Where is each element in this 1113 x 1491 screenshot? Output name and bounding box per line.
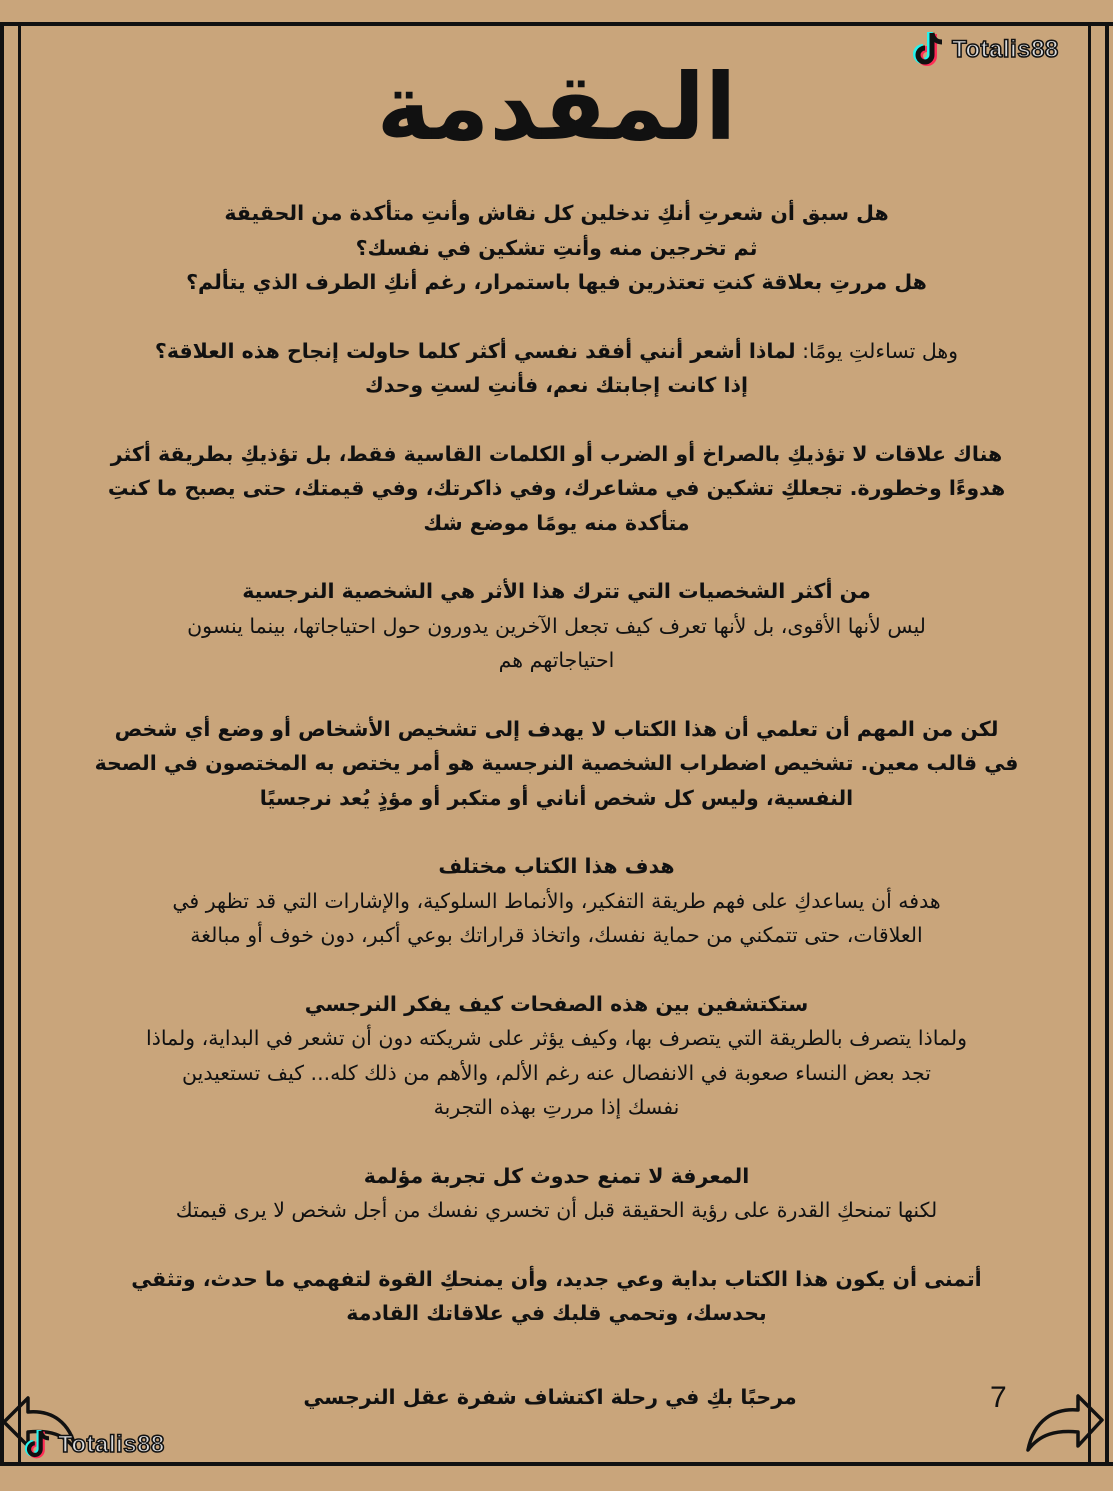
- text-line: تجد بعض النساء صعوبة في الانفصال عنه رغم الألم، والأهم من ذلك كله... كيف تستعيدين: [182, 1060, 931, 1085]
- text-line: بحدسك، وتحمي قلبك في علاقاتك القادمة: [346, 1301, 767, 1325]
- text-line: ليس لأنها الأقوى، بل لأنها تعرف كيف تجعل الآخرين يدورون حول احتياجاتها، بينما ينسون: [187, 613, 926, 638]
- paragraph: [60, 1159, 1053, 1228]
- frame-right-border: [1105, 22, 1109, 1466]
- text-line: ثم تخرجين منه وأنتِ تشكين في نفسك؟: [355, 235, 758, 260]
- paragraph: [60, 712, 1053, 816]
- text-prefix: وهل تساءلتِ يومًا:: [802, 338, 959, 363]
- text-line: ولماذا يتصرف بالطريقة التي يتصرف بها، وكيف يؤثر على شريكته دون أن تشعر في البداية، ولماذا: [146, 1026, 967, 1050]
- paragraph: [60, 334, 1053, 403]
- page-title: المقدمة: [376, 54, 737, 161]
- brand-label: Totalis88: [58, 1431, 165, 1458]
- text-line: المعرفة لا تمنع حدوث كل تجربة مؤلمة: [363, 1163, 750, 1188]
- text-line: في قالب معين. تشخيص اضطراب الشخصية النرجسية هو أمر يختص به المختصون في الصحة: [94, 751, 1019, 775]
- text-line: هناك علاقات لا تؤذيكِ بالصراخ أو الضرب أو الكلمات القاسية فقط، بل تؤذيكِ بطريقة أكثر: [110, 441, 1003, 466]
- paragraph: [60, 849, 1053, 953]
- intro-text: [60, 196, 1053, 1365]
- frame-right-inner-border: [1088, 22, 1091, 1466]
- text-line: النفسية، وليس كل شخص أناني أو متكبر أو مؤذٍ يُعد نرجسيًا: [259, 785, 854, 810]
- paragraph: [60, 987, 1053, 1125]
- brand-watermark-bottom: [24, 1428, 165, 1462]
- text-line: متأكدة منه يومًا موضع شك: [423, 510, 690, 535]
- text-line: احتياجاتهم هم: [498, 648, 615, 672]
- paragraph: [60, 437, 1053, 541]
- text-line: أتمنى أن يكون هذا الكتاب بداية وعي جديد، وأن يمنحكِ القوة لتفهمي ما حدث، وتثقي: [131, 1266, 982, 1291]
- frame-left-border: [0, 22, 4, 1466]
- paragraph: [60, 196, 1053, 300]
- frame-top-border: [0, 22, 1113, 26]
- text-line: هل سبق أن شعرتِ أنكِ تدخلين كل نقاش وأنتِ متأكدة من الحقيقة: [224, 201, 889, 225]
- tiktok-note-icon: [24, 1428, 54, 1462]
- text-line: هدوءًا وخطورة. تجعلكِ تشكين في مشاعرك، وفي ذاكرتك، وفي قيمتك، حتى يصبح ما كنتِ: [107, 476, 1006, 500]
- text-line: لكنها تمنحكِ القدرة على رؤية الحقيقة قبل أن تخسري نفسك من أجل شخص لا يرى قيمتك: [175, 1198, 938, 1222]
- text-line: من أكثر الشخصيات التي تترك هذا الأثر هي الشخصية النرجسية: [242, 579, 871, 603]
- text-line: نفسك إذا مررتِ بهذه التجربة: [433, 1095, 680, 1119]
- paragraph: [60, 1262, 1053, 1331]
- text-line: ستكتشفين بين هذه الصفحات كيف يفكر النرجسي: [304, 991, 809, 1016]
- text-line: هل مررتِ بعلاقة كنتِ تعتذرين فيها باستمرار، رغم أنكِ الطرف الذي يتألم؟: [186, 270, 927, 294]
- frame-bottom-border: [0, 1462, 1113, 1466]
- closing-line: مرحبًا بكِ في رحلة اكتشاف شفرة عقل النرجسي: [303, 1385, 797, 1409]
- text-line: [60, 334, 1053, 369]
- text-line: هدفه أن يساعدكِ على فهم طريقة التفكير، والأنماط السلوكية، والإشارات التي قد تظهر في: [172, 888, 941, 913]
- frame-left-inner-border: [18, 22, 21, 1466]
- text-line: هدف هذا الكتاب مختلف: [438, 854, 675, 878]
- page-number: 7: [990, 1381, 1007, 1414]
- text-line: لكن من المهم أن تعلمي أن هذا الكتاب لا يهدف إلى تشخيص الأشخاص أو وضع أي شخص: [114, 716, 999, 741]
- text-line: العلاقات، حتى تتمكني من حماية نفسك، واتخاذ قراراتك بوعي أكبر، دون خوف أو مبالغة: [190, 923, 923, 947]
- text-line: إذا كانت إجابتك نعم، فأنتِ لستِ وحدك: [364, 373, 749, 397]
- curved-arrow-right-icon[interactable]: [1022, 1390, 1106, 1464]
- paragraph: [60, 574, 1053, 678]
- brand-label: Totalis88: [952, 36, 1059, 63]
- text-emphasis: لماذا أشعر أنني أفقد نفسي أكثر كلما حاولت إنجاح هذه العلاقة؟: [154, 338, 796, 363]
